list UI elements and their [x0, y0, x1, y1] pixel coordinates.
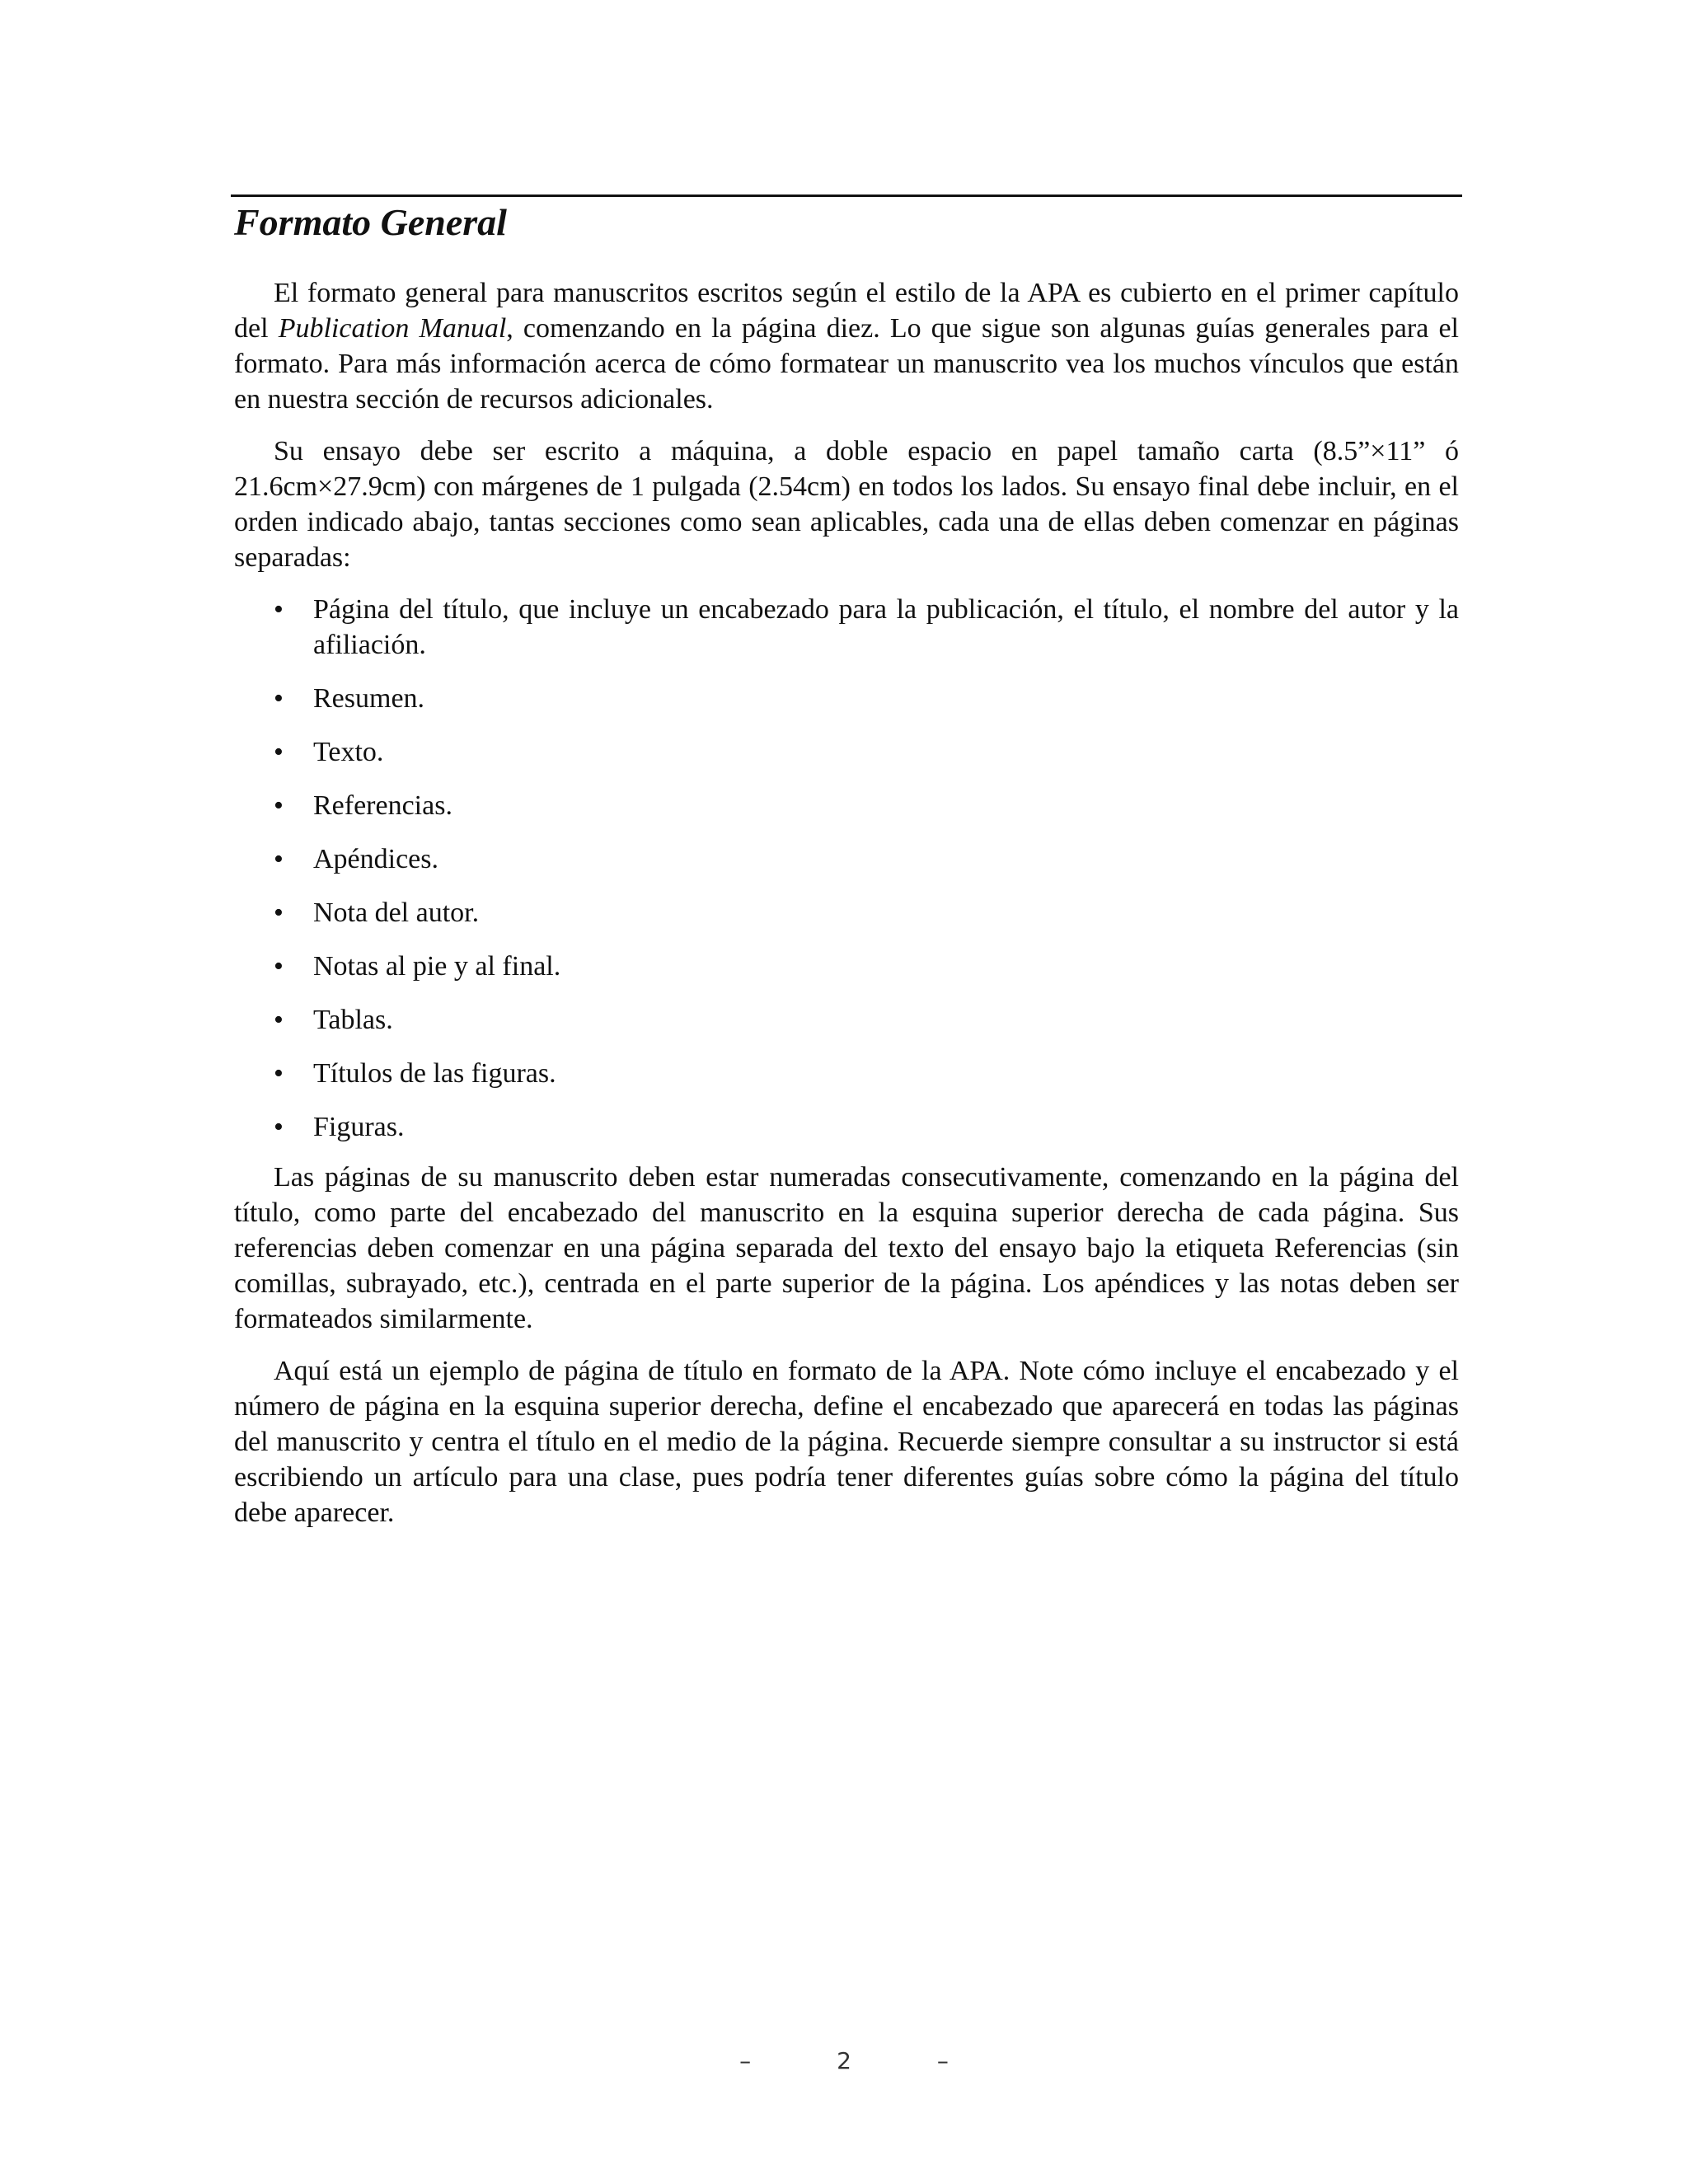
bullet-icon: • — [274, 737, 284, 767]
page-number: 2 — [837, 2047, 851, 2074]
list-item-text: Apéndices. — [313, 844, 439, 874]
list-item — [234, 1109, 1459, 1145]
list-item-text: Tablas. — [313, 1005, 393, 1035]
list-item-text: Nota del autor. — [313, 898, 480, 928]
paragraph-general-format — [234, 275, 1459, 417]
section-title: Formato General — [234, 201, 507, 243]
bullet-icon: • — [274, 844, 284, 874]
bullet-icon: • — [274, 1005, 284, 1035]
bullet-icon: • — [274, 1112, 284, 1142]
section-list — [234, 592, 1459, 1145]
list-item-text: Resumen. — [313, 683, 425, 714]
paragraph-page-numbering: Las páginas de su manuscrito deben estar numeradas consecutivamente, comenzando en la página del título, como parte del encabezado del manuscrito en la esquina superior derecha de cada página. Sus referencias deben comenzar en una página separada del texto del ensayo bajo la etiqueta Referencias (sin comillas, subrayado, etc.), centrada en el parte superior de la página. Los apéndices y las notas deben ser formateados similarmente. — [234, 1162, 1459, 1334]
bullet-icon: • — [274, 951, 284, 982]
list-item — [234, 592, 1459, 663]
list-item-text: Notas al pie y al final. — [313, 951, 561, 982]
list-item-text: Títulos de las figuras. — [313, 1058, 556, 1089]
bullet-icon: • — [274, 594, 284, 625]
paragraph-essay-requirements: Su ensayo debe ser escrito a máquina, a doble espacio en papel tamaño carta (8.5”×11” ó 21.6cm×27.9cm) con márgenes de 1 pulgada (2.54cm) en todos los lados. Su ensayo final debe incluir, en el orden indicado abajo, tantas secciones como sean aplicables, cada una de ellas deben comenzar en páginas separadas: — [234, 436, 1459, 573]
list-item-text: Figuras. — [313, 1112, 405, 1142]
paragraph-title-page-example: Aquí está un ejemplo de página de título en formato de la APA. Note cómo incluye el encabezado y el número de página en la esquina superior derecha, define el encabezado que aparecerá en todas las páginas del manuscrito y centra el título en el medio de la página. Recuerde siempre consultar a su instructor si está escribiendo un artículo para una clase, pues podría tener diferentes guías sobre cómo la página del título debe aparecer. — [234, 1356, 1459, 1528]
list-item — [234, 949, 1459, 984]
list-item-text: Referencias. — [313, 790, 452, 821]
bullet-icon: • — [274, 898, 284, 928]
list-item — [234, 788, 1459, 823]
document-body — [234, 275, 1459, 1547]
list-item-text: Página del título, que incluye un encabezado para la publicación, el título, el nombre del autor y la afiliación. — [313, 594, 1459, 660]
list-item — [234, 734, 1459, 770]
bullet-icon: • — [274, 790, 284, 821]
list-item — [234, 1002, 1459, 1038]
list-item — [234, 895, 1459, 930]
list-item-text: Texto. — [313, 737, 384, 767]
list-item — [234, 841, 1459, 877]
publication-manual-title: Publication Manual — [278, 313, 507, 344]
list-item — [234, 1056, 1459, 1091]
bullet-icon: • — [274, 1058, 284, 1089]
page-footer — [0, 2047, 1688, 2075]
paragraph-1-text-start: El formato general para manuscritos escritos según el estilo de la APA es cubierto en el primer capítulo del — [234, 278, 1459, 344]
paragraph-1-text-end: , comenzando en la página diez. Lo que sigue son algunas guías generales para el formato. Para más información acerca de cómo formatear un manuscrito vea los muchos vínculos que están en nuestra sección de recursos adicionales. — [234, 313, 1459, 415]
bullet-icon: • — [274, 683, 284, 714]
list-item — [234, 681, 1459, 716]
footer-left-dash: – — [739, 2047, 752, 2074]
footer-right-dash: – — [936, 2047, 949, 2074]
